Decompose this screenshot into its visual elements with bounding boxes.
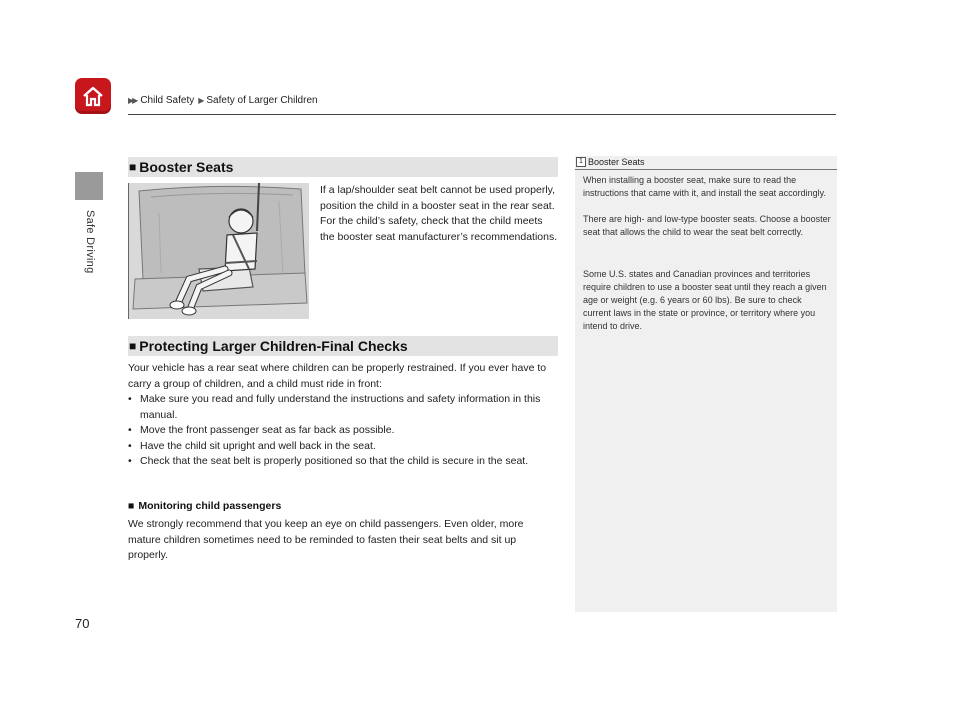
booster-seats-heading: ■ Booster Seats <box>128 157 558 177</box>
section-tab[interactable] <box>75 172 103 200</box>
booster-seat-illustration <box>128 183 309 319</box>
side-note-text: When installing a booster seat, make sure to read the instructions that came with it, and install the seat accordingly. <box>583 175 826 198</box>
final-checks-intro: Your vehicle has a rear seat where children can be properly restrained. If you ever have to carry a group of children, and a child must ride in front: <box>128 362 547 390</box>
square-bullet-icon: ■ <box>129 339 137 353</box>
list-item: • Move the front passenger seat as far back as possible. <box>128 423 558 439</box>
monitoring-heading: ■ Monitoring child passengers <box>128 500 282 512</box>
note-icon: 1 <box>576 157 586 167</box>
chevron-right-icon: ▶▶ <box>128 96 137 105</box>
list-item: • Make sure you read and fully understand the instructions and safety information in this manual. <box>128 392 558 423</box>
final-checks-heading: ■ Protecting Larger Children-Final Checks <box>128 336 558 356</box>
square-bullet-icon: ■ <box>128 500 135 512</box>
home-button[interactable] <box>75 78 111 114</box>
section-label: Safe Driving <box>84 210 96 274</box>
side-note-title: 1 Booster Seats <box>575 157 837 170</box>
booster-seat-caption: If a lap/shoulder seat belt cannot be used properly, position the child in a booster seat in the rear seat. For the child’s safety, check that the child meets the booster seat manufacturer’s recommendations. <box>320 184 558 243</box>
breadcrumb-item-larger-children[interactable]: Safety of Larger Children <box>206 95 318 106</box>
list-item: • Have the child sit upright and well back in the seat. <box>128 439 558 455</box>
breadcrumb <box>128 95 318 106</box>
square-bullet-icon: ■ <box>129 160 137 174</box>
side-note-text: Some U.S. states and Canadian provinces and territories require children to use a booster seat until they reach a given age or weight (e.g. 6 years or 60 lbs). Be sure to check current laws in the state or province, or territory where you intend to drive. <box>583 269 827 331</box>
monitoring-text: We strongly recommend that you keep an eye on child passengers. Even older, more mature children sometimes need to be reminded to fasten their seat belts and sit up properly. <box>128 518 524 561</box>
page-number: 70 <box>75 616 90 631</box>
home-icon <box>81 85 105 107</box>
chevron-right-icon: ▶ <box>198 96 203 105</box>
side-note-text: There are high- and low-type booster seats. Choose a booster seat that allows the child to wear the seat belt correctly. <box>583 214 831 237</box>
header-divider <box>128 114 836 115</box>
breadcrumb-item-child-safety[interactable]: Child Safety <box>140 95 195 106</box>
list-item: • Check that the seat belt is properly positioned so that the child is secure in the seat. <box>128 454 558 470</box>
final-checks-list <box>128 392 558 470</box>
